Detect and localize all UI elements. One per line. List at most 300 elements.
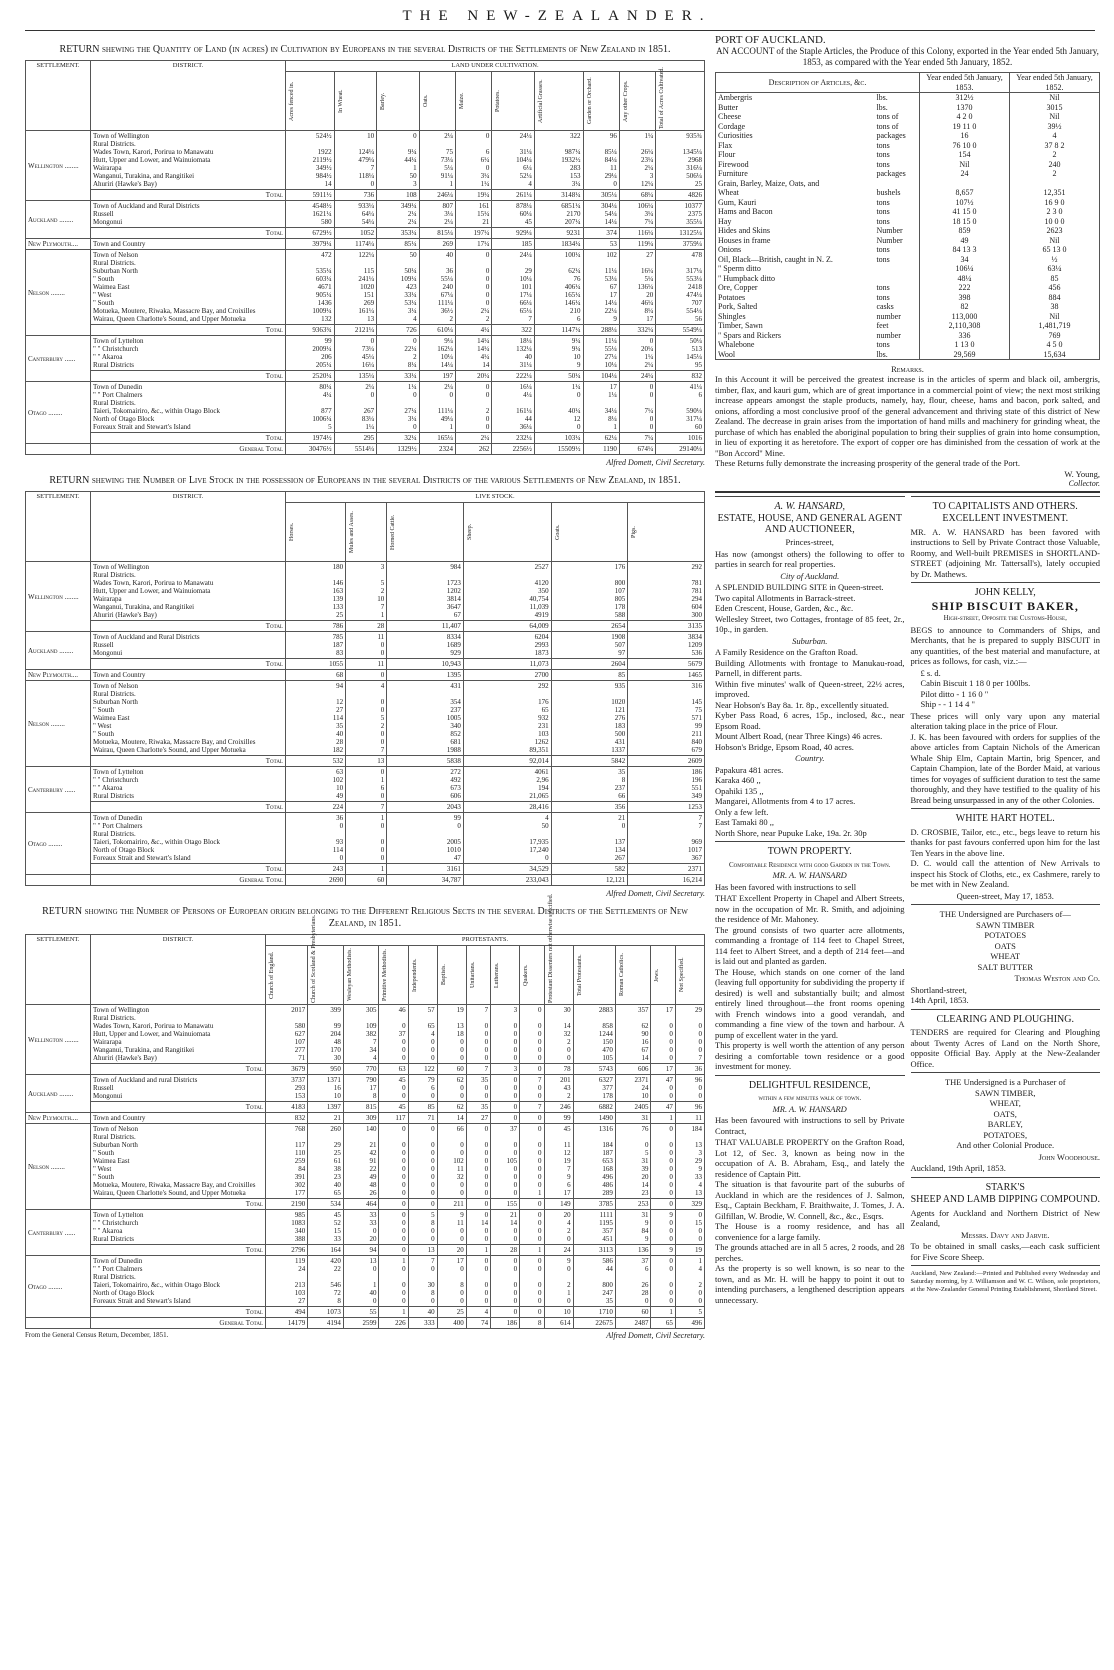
grand-total-value: 22675 xyxy=(573,1318,615,1329)
cell-value: 7 0 30 8 0 xyxy=(408,1256,437,1307)
total-value: 60 xyxy=(437,1064,466,1075)
total-value: 104¼ xyxy=(583,371,619,382)
cell-value: 878¼ 60¼ 45 xyxy=(492,201,535,228)
cell-value: 984 1723 1202 3814 3647 67 xyxy=(387,562,464,621)
cell-value: 0 0 0 0 0 xyxy=(491,1256,520,1307)
cell-value: 7 0 0 xyxy=(520,1075,544,1102)
total-value: 108 xyxy=(377,190,420,201)
hansard-name: A. W. HANSARD, xyxy=(774,500,845,512)
cell-value: 24¼ 31¼ 104¼ 6¼ 52¼ 4 xyxy=(492,131,535,190)
total-value: 28,416 xyxy=(463,802,551,813)
cell-value: 180 146 163 139 133 25 xyxy=(286,562,346,621)
ads-left-column xyxy=(715,493,905,1307)
cell-value: 0 0 0 0 0 0 0 0 xyxy=(379,1124,408,1199)
stock-col-5: Pigs. xyxy=(628,503,705,562)
total-row xyxy=(26,621,705,632)
cell-value: 832 xyxy=(266,1113,308,1124)
religion-col-8: Quakers. xyxy=(520,946,544,1005)
cell-value: 17¼ xyxy=(456,239,492,250)
settlement-name: Nelson ........ xyxy=(26,681,91,767)
total-row xyxy=(26,325,705,336)
land-table xyxy=(25,60,705,455)
settlement-name: New Plymouth.... xyxy=(26,670,91,681)
land-col-8: Any other Crops. xyxy=(619,72,655,131)
cell-value: 66 0 0 102 11 32 0 0 xyxy=(437,1124,466,1199)
clearing-title: CLEARING AND PLOUGHING. xyxy=(936,1013,1074,1025)
total-value: 149 xyxy=(544,1199,573,1210)
town-subtitle: Comfortable Residence with good Garden in the Town. xyxy=(728,860,891,869)
cell-value: 100¼ 62¼ 76 406¼ 165¼ 146¼ 210 6 xyxy=(534,250,583,325)
cell-value: 10 124¼ 479¼ 7 118¼ 0 xyxy=(334,131,377,190)
cell-value: 35 0 0 xyxy=(466,1075,490,1102)
cell-value: 94 12 27 114 35 40 28 182 xyxy=(286,681,346,756)
district-name: Town of Nelson Rural Districts. Suburban North " South Waimea East " West " South Motueka, Moutere, Riwaka, Massacre Bay, and Croixilles Wairau, Queen Charlotte's Sound, and Upper Motueka xyxy=(91,681,286,756)
religion-col-5: Baptists. xyxy=(437,946,466,1005)
masthead: THE NEW-ZEALANDER. xyxy=(402,8,712,24)
grand-total-value: 2690 xyxy=(286,875,346,886)
cell-value: 9¼ 162¼ 10¼ 14¼ xyxy=(419,336,455,371)
religion-col-4: Independents. xyxy=(408,946,437,1005)
total-value: 10,943 xyxy=(387,659,464,670)
cell-value: 50¼ 513 145¼ 95 xyxy=(656,336,705,371)
hotel-text: D. CROSBIE, Tailor, etc., etc., begs leave to return his thanks for past favours conferred upon him for the last Ten Years in the above line. D. C. would call the attention of New Arrivals to inspect his Stock of Cloths, etc., ex Cashmere, rarely to be met with in New Zealand. xyxy=(910,826,1100,889)
total-value: 0 xyxy=(520,1307,544,1318)
total-row xyxy=(26,659,705,670)
total-label: Total xyxy=(91,1307,266,1318)
country-text: Papakura 481 acres. Karaka 460 ,, Opahiki 135 ,, Mangarei, Allotments from 4 to 17 acres. Only a few left. East Tamaki 80 ,, North Shore, near Pupuke Lake, 19a. 2r. 30p xyxy=(715,764,867,838)
total-value: 374 xyxy=(583,228,619,239)
cell-value: 0 0 0 0 0 0 0 1 xyxy=(520,1124,544,1199)
total-value: 13125¼ xyxy=(656,228,705,239)
stark-agents: Messrs. Davy and Jarvie. xyxy=(961,1229,1050,1240)
total-value: 305¼ xyxy=(583,190,619,201)
cell-value: 33 33 0 20 xyxy=(343,1210,379,1245)
district-name: Town and Country xyxy=(91,670,286,681)
cell-value: 99 0 2005 1010 47 xyxy=(387,813,464,864)
total-label: Total xyxy=(91,756,286,767)
settlement-name: Auckland ........ xyxy=(26,632,91,670)
total-value: 6729½ xyxy=(286,228,335,239)
religion-signature: Alfred Domett, Civil Secretary. xyxy=(606,1331,705,1340)
grand-total-row xyxy=(26,444,705,455)
district-name: Town of Auckland and Rural Districts Russell Mongonui xyxy=(91,632,286,659)
cell-value: 7 0 0 0 0 0 xyxy=(466,1005,490,1064)
cell-value: 0 20¼ 1¼ 2¼ xyxy=(619,336,655,371)
stock-col-district: DISTRICT. xyxy=(91,492,286,562)
table-row xyxy=(26,681,705,756)
stock-col-1: Mules and Asses. xyxy=(346,503,387,562)
land-signature: Alfred Domett, Civil Secretary. xyxy=(606,458,705,467)
cell-value: 1 4 2 0 0 xyxy=(675,1256,704,1307)
cell-value: 785 187 83 xyxy=(286,632,346,659)
table-row xyxy=(26,336,705,371)
cell-value: 472 535¼ 603¼ 4671 905¼ 1436 1009¼ 132 xyxy=(286,250,335,325)
total-value: 50¼ xyxy=(534,371,583,382)
cell-value: 186 196 551 349 xyxy=(628,767,705,802)
cell-value: 53 xyxy=(583,239,619,250)
cell-value: 176 800 107 805 178 588 xyxy=(551,562,628,621)
total-value: 610¼ xyxy=(419,325,455,336)
total-value: 222¼ xyxy=(492,371,535,382)
cell-value: 45 11 12 19 7 9 6 17 xyxy=(544,1124,573,1199)
total-value: 28 xyxy=(346,621,387,632)
total-value: 0 xyxy=(491,1307,520,1318)
total-value: 532 xyxy=(286,756,346,767)
total-value: 40 xyxy=(408,1307,437,1318)
cell-value: 0 xyxy=(491,1113,520,1124)
cell-value: 1¼ 0 40¼ 12 0 xyxy=(534,382,583,433)
masthead-rule xyxy=(25,30,1095,31)
purchaser-sign: John Woodhouse. xyxy=(1038,1151,1100,1162)
total-value: 5679 xyxy=(628,659,705,670)
total-label: Total xyxy=(91,228,286,239)
cell-value: 45 52 15 33 xyxy=(308,1210,344,1245)
total-value: 2796 xyxy=(266,1245,308,1256)
grand-total-value: 29140¼ xyxy=(656,444,705,455)
total-value: 165¼ xyxy=(419,433,455,444)
grand-total-value: 5514¼ xyxy=(334,444,377,455)
hansard-address: Princes-street, xyxy=(785,537,834,547)
religion-col-11: Roman Catholics. xyxy=(615,946,651,1005)
total-value: 60 xyxy=(615,1307,651,1318)
cell-value: 933¼ 64¼ 54¼ xyxy=(334,201,377,228)
religion-footnote: From the General Census Return, December, 1851. xyxy=(25,1331,169,1339)
total-value: 726 xyxy=(377,325,420,336)
settlement-name: Nelson ........ xyxy=(26,250,91,336)
country-heading: Country. xyxy=(794,753,825,763)
district-name: Town of Wellington Rural Districts. Wades Town, Karori, Porirua to Manawatu Hutt, Upper and Lower, and Wainuiomata Wairarapa Wanganui, Turakina, and Rangitikei Ahuriri (Hawke's Bay) xyxy=(91,562,286,621)
cell-value: 0 73¼ 45¼ 16¼ xyxy=(334,336,377,371)
export-col-1853: Year ended 5th January, 1853. xyxy=(920,73,1010,93)
stock-col-0: Horses. xyxy=(286,503,346,562)
total-value: 1397 xyxy=(308,1102,344,1113)
district-name: Town of Wellington Rural Districts. Wades Town, Karori, Porirua to Manawatu Hutt, Upper and Lower, and Wainuiomata Wairarapa Wanganui, Turakina, and Rangitikei Ahuriri (Hawke's Bay) xyxy=(91,131,286,190)
table-row xyxy=(26,1124,705,1199)
cell-value: 0 0 7¼ 0 0 xyxy=(619,382,655,433)
total-value: 10 xyxy=(544,1307,573,1318)
cell-value: 17 1¼ 34¼ 8¼ 1 xyxy=(583,382,619,433)
settlement-name: Otago ........ xyxy=(26,1256,91,1318)
total-value: 116¼ xyxy=(619,228,655,239)
export-col-article: Description of Articles, &c. xyxy=(716,73,920,93)
cell-value: 2¼ 0 111¼ 49¼ 1 xyxy=(419,382,455,433)
total-value: 96 xyxy=(675,1102,704,1113)
capitalists-subtitle: EXCELLENT INVESTMENT. xyxy=(942,513,1069,524)
total-value: 11,407 xyxy=(387,621,464,632)
cell-value: 96 0 0 xyxy=(675,1075,704,1102)
total-value: 4¼ xyxy=(456,325,492,336)
total-value: 122 xyxy=(408,1064,437,1075)
total-label: Total xyxy=(91,659,286,670)
total-value: 253 xyxy=(615,1199,651,1210)
cell-value: 478 317¼ 553¼ 2418 474¼ 707 554¼ 56 xyxy=(656,250,705,325)
cell-value: 76 0 5 31 39 20 14 23 xyxy=(615,1124,651,1199)
grand-total-value: 4194 xyxy=(308,1318,344,1329)
total-value: 2604 xyxy=(551,659,628,670)
cell-value: 80¼ 4¼ 877 1006¼ 5 xyxy=(286,382,335,433)
cell-value: 3834 1209 536 xyxy=(628,632,705,659)
cell-value: 2¼ 0 267 83¼ 1¼ xyxy=(334,382,377,433)
cell-value: 768 117 110 259 84 391 302 177 xyxy=(266,1124,308,1199)
cell-value: 45 0 0 xyxy=(379,1075,408,1102)
cell-value: 27 xyxy=(466,1113,490,1124)
total-value: 832 xyxy=(656,371,705,382)
cell-value: 17 0 0 0 0 0 xyxy=(651,1005,675,1064)
total-value: 1073 xyxy=(308,1307,344,1318)
total-value: 534 xyxy=(308,1199,344,1210)
cell-value: 2371 24 10 xyxy=(615,1075,651,1102)
table-row xyxy=(26,1256,705,1307)
purchaser-text: THE Undersigned is a Purchaser of SAWN TIMBER, WHEAT, OATS, BARLEY, POTATOES, And other Colonial Produce. xyxy=(944,1077,1066,1150)
total-value: 17 xyxy=(651,1064,675,1075)
hotel-date: Queen-street, May 17, 1853. xyxy=(956,890,1054,901)
cell-value: 9 0 2 1 0 xyxy=(544,1256,573,1307)
settlement-name: Wellington ........ xyxy=(26,562,91,632)
table-row xyxy=(26,250,705,325)
cell-value: 17 0 8 0 0 xyxy=(437,1256,466,1307)
grand-total-value: 34,787 xyxy=(387,875,464,886)
land-col-district: DISTRICT. xyxy=(91,61,286,131)
settlement-name: Otago ........ xyxy=(26,813,91,875)
table-row xyxy=(26,1210,705,1245)
cell-value: 35 8 237 66 xyxy=(551,767,628,802)
total-value: 356 xyxy=(551,802,628,813)
city-heading: City of Auckland. xyxy=(780,570,840,581)
grand-total-label: General Total xyxy=(91,1318,266,1329)
table-row xyxy=(26,1075,705,1102)
clearing-text: TENDERS are required for Clearing and Ploughing about Twenty Acres of Land on the North Shore, opposite Official Bay. Apply at the New-Zealander Office. xyxy=(910,1027,1100,1069)
total-value: 815¼ xyxy=(419,228,455,239)
total-value: 295 xyxy=(334,433,377,444)
export-table xyxy=(715,72,1100,360)
cell-value: 1908 507 97 xyxy=(551,632,628,659)
total-value: 261¼ xyxy=(492,190,535,201)
table-row xyxy=(26,562,705,621)
cell-value: 0 0 2 0 0 xyxy=(456,382,492,433)
cell-value: 62 0 0 xyxy=(437,1075,466,1102)
total-value: 2190 xyxy=(266,1199,308,1210)
total-value: 11,073 xyxy=(463,659,551,670)
district-name: Town of Dunedin " " Port Chalmers Rural Districts. Taieri, Tokomairiro, &c., within Otago Block North of Otago Block Foreaux Strait and Stewart's Island xyxy=(91,382,286,433)
grand-total-row xyxy=(26,875,705,886)
cell-value: 11 xyxy=(675,1113,704,1124)
cell-value: 4 0 0 5 2 0 0 7 xyxy=(346,681,387,756)
grand-total-value: 2256½ xyxy=(492,444,535,455)
total-row xyxy=(26,190,705,201)
grand-total-value: 674¼ xyxy=(619,444,655,455)
stark-text: Agents for Auckland and Northern District of New Zealand, xyxy=(910,1207,1100,1228)
district-name: Town and Country xyxy=(91,1113,266,1124)
cell-value: 36 0 93 114 0 xyxy=(286,813,346,864)
cell-value: 6204 2993 1873 xyxy=(463,632,551,659)
left-column xyxy=(25,40,705,1340)
district-name: Town of Auckland and rural Districts Russell Mongonui xyxy=(91,1075,266,1102)
cell-value: 106¼ 3¼ 7¼ xyxy=(619,201,655,228)
cell-value: 2700 xyxy=(463,670,551,681)
cell-value: 79 6 0 xyxy=(408,1075,437,1102)
total-value: 13 xyxy=(346,756,387,767)
cell-value: 420 22 546 72 8 xyxy=(308,1256,344,1307)
settlement-name: New Plymouth.... xyxy=(26,1113,91,1124)
total-label: Total xyxy=(91,325,286,336)
grand-total-value: 2324 xyxy=(419,444,455,455)
cell-value: 1490 xyxy=(573,1113,615,1124)
total-row xyxy=(26,864,705,875)
stark-subtitle: SHEEP AND LAMB DIPPING COMPOUND. xyxy=(910,1194,1100,1205)
grand-total-value: 496 xyxy=(675,1318,704,1329)
cell-value: 21 0 137 134 267 xyxy=(551,813,628,864)
total-value: 85 xyxy=(408,1102,437,1113)
total-value: 9 xyxy=(651,1245,675,1256)
export-col-1852: Year ended 5th January, 1852. xyxy=(1010,73,1100,93)
grand-total-value: 15509½ xyxy=(534,444,583,455)
total-value: 4183 xyxy=(266,1102,308,1113)
total-value: 24 xyxy=(544,1245,573,1256)
cell-value: 1316 184 187 653 168 496 486 289 xyxy=(573,1124,615,1199)
total-value: 329 xyxy=(675,1199,704,1210)
collector-sign: W. Young, xyxy=(1064,468,1100,479)
total-value: 62¼ xyxy=(583,433,619,444)
cell-value: 41¼ 6 590¼ 317¼ 60 xyxy=(656,382,705,433)
religion-col-10: Total Protestants. xyxy=(573,946,615,1005)
cell-value: 201 43 2 xyxy=(544,1075,573,1102)
total-row xyxy=(26,1307,705,1318)
land-title: RETURN shewing the Quantity of Land (in acres) in Cultivation by Europeans in the several Districts of the Settlements of New Zealand in 1851. xyxy=(59,44,671,55)
total-row xyxy=(26,802,705,813)
district-name: Town and Country xyxy=(91,239,286,250)
cell-value: 5 8 0 0 xyxy=(408,1210,437,1245)
suburban-heading: Suburban. xyxy=(792,635,828,646)
total-value: 929¼ xyxy=(492,228,535,239)
district-name: Town of Dunedin " " Port Chalmers Rural Districts. Taieri, Tokomairiro, &c., within Otago Block North of Otago Block Foreaux Strait and Stewart's Island xyxy=(91,1256,266,1307)
cell-value: 99 xyxy=(544,1113,573,1124)
district-name: Town of Nelson Rural Districts. Suburban North " South Waimea East " West " South Motueka, Moutere, Riwaka, Massacre Bay, and Croixilles Wairau, Queen Charlotte's Sound, and Upper Motueka xyxy=(91,1124,266,1199)
cell-value: 140 21 42 91 22 49 48 26 xyxy=(343,1124,379,1199)
total-value: 3161 xyxy=(387,864,464,875)
total-value: 1 xyxy=(520,1245,544,1256)
cell-value: 1834¼ xyxy=(534,239,583,250)
total-value: 3148¼ xyxy=(534,190,583,201)
cell-value: 1371 16 10 xyxy=(308,1075,344,1102)
cell-value: 37 0 0 105 0 0 0 0 xyxy=(491,1124,520,1199)
cell-value: 304¼ 54¼ 14¼ xyxy=(583,201,619,228)
cell-value: 3759¼ xyxy=(656,239,705,250)
land-col-7: Garden or Orchard. xyxy=(583,72,619,131)
grand-total-label: General Total xyxy=(91,444,286,455)
cell-value: 309 xyxy=(343,1113,379,1124)
total-value: 36 xyxy=(675,1064,704,1075)
cell-value: 184 13 3 29 9 33 4 13 xyxy=(675,1124,704,1199)
land-col-1: In Wheat. xyxy=(334,72,377,131)
settlement-name: New Plymouth.... xyxy=(26,239,91,250)
total-row xyxy=(26,756,705,767)
hotel-title: WHITE HART HOTEL. xyxy=(955,813,1055,824)
total-value: 353¼ xyxy=(377,228,420,239)
district-name: Town of Nelson Rural Districts. Suburban North " South Waimea East " West " South Motueka, Moutere, Riwaka, Massacre Bay, and Croixilles Wairau, Queen Charlotte's Sound, and Upper Motueka xyxy=(91,250,286,325)
delightful-agent: MR. A. W. HANSARD xyxy=(772,1103,847,1114)
cell-value: 292 781 781 294 604 300 xyxy=(628,562,705,621)
cell-value: 3979¼ xyxy=(286,239,335,250)
total-label: Total xyxy=(91,433,286,444)
cell-value: 27 16¼ 5¼ 136¼ 20 46¼ 8¼ 17 xyxy=(619,250,655,325)
total-value: 34,529 xyxy=(463,864,551,875)
cell-value: 524½ 1922 2119½ 349½ 984½ 14 xyxy=(286,131,335,190)
cell-value: 0 15 0 0 xyxy=(675,1210,704,1245)
cell-value: 85¼ xyxy=(377,239,420,250)
total-value: 5838 xyxy=(387,756,464,767)
cell-value: 0 9¼ 44¼ 1 50 3 xyxy=(377,131,420,190)
cell-value: 2¼ 75 73¼ 5¼ 91¼ 1 xyxy=(419,131,455,190)
grand-total-value: 8 xyxy=(520,1318,544,1329)
total-label: Total xyxy=(91,621,286,632)
total-value: 13 xyxy=(408,1245,437,1256)
cell-value: 50 50¼ 109¼ 423 33¼ 53¼ 3¼ 4 xyxy=(377,250,420,325)
cell-value: 2017 580 627 107 277 71 xyxy=(266,1005,308,1064)
timber-sign: Thomas Weston and Co. xyxy=(1014,973,1100,983)
stock-col-2: Horned Cattle. xyxy=(387,503,464,562)
cell-value: 13 0 1 40 0 xyxy=(343,1256,379,1307)
town-text: THAT Excellent Property in Chapel and Albert Streets, now in the occupation of Mr. R. Smith, and adjoining the residence of Mr. Mahoney. The ground consists of two quarter acre allotments, commanding a frontage of 114 feet to Chapel Street, 114 feet to Albert Street, and a depth of 214 feet—and is laid out and planted as garden. The House, which stands on one corner of the land (leaving full opportunity for subdividing the property if desired) is well and substantially built; and almost entirely lined throughout—the front rooms opening with French windows into a good verandah, and commanding a fine view of the town and harbour. A pump of excellent water in the yard. This property is well worth the attention of any person desiring a comfortable town residence or a good investment for money. xyxy=(715,893,905,1071)
total-value: 136 xyxy=(615,1245,651,1256)
cell-value: 57 65 4 0 0 0 xyxy=(408,1005,437,1064)
total-value: 322 xyxy=(492,325,535,336)
cell-value: 18¼ 132¼ 40 31¼ xyxy=(492,336,535,371)
grand-total-value: 186 xyxy=(491,1318,520,1329)
table-row xyxy=(26,1005,705,1064)
cell-value: 119 24 213 103 27 xyxy=(266,1256,308,1307)
total-label: Total xyxy=(91,371,286,382)
total-value: 4826 xyxy=(656,190,705,201)
kelly-name: JOHN KELLY, xyxy=(974,587,1036,598)
stock-group-header: LIVE STOCK. xyxy=(286,492,705,503)
settlement-name: Canterbury ...... xyxy=(26,1210,91,1256)
district-name: Town of Lyttelton " " Christchurch " " Akaroa Rural Districts xyxy=(91,1210,266,1245)
total-value: 243 xyxy=(286,864,346,875)
total-value: 332¼ xyxy=(619,325,655,336)
total-value: 2121¼ xyxy=(334,325,377,336)
land-group-header: LAND UNDER CULTIVATION. xyxy=(286,61,705,72)
grand-total-value: 400 xyxy=(437,1318,466,1329)
total-value: 25 xyxy=(437,1307,466,1318)
total-value: 24¼ xyxy=(619,371,655,382)
cell-value: 807 3¼ 2¼ xyxy=(419,201,455,228)
total-value: 78 xyxy=(544,1064,573,1075)
total-value: 2609 xyxy=(628,756,705,767)
table-row xyxy=(26,382,705,433)
total-value: 0 xyxy=(379,1199,408,1210)
cell-value: 3 5 2 10 7 1 xyxy=(346,562,387,621)
cell-value: 357 62 90 16 67 14 xyxy=(615,1005,651,1064)
cell-value: 0 xyxy=(520,1113,544,1124)
settlement-name: Wellington ........ xyxy=(26,1005,91,1075)
cell-value: 1111 1195 357 451 xyxy=(573,1210,615,1245)
table-row xyxy=(26,670,705,681)
imprint: Auckland, New Zealand:—Printed and Published every Wednesday and Saturday morning, by J. Williamson and W. C. Wilson, sole proprietors, at the New-Zealander General Printing Establishment, Shortland Street. xyxy=(910,1270,1100,1293)
total-value: 246¼ xyxy=(419,190,455,201)
cell-value: 399 99 204 48 170 30 xyxy=(308,1005,344,1064)
table-row xyxy=(26,813,705,864)
total-value: 94 xyxy=(343,1245,379,1256)
religion-col-2: Wesleyan Methodists. xyxy=(343,946,379,1005)
grand-total-value: 12,121 xyxy=(551,875,628,886)
kelly-address: High-street, Opposite the Customs-House, xyxy=(943,614,1067,622)
grand-total-label: General Total xyxy=(91,875,286,886)
total-value: 2043 xyxy=(387,802,464,813)
cell-value: 0 0 0 0 xyxy=(520,1210,544,1245)
total-value: 197 xyxy=(419,371,455,382)
cell-value: 260 29 25 61 38 23 40 65 xyxy=(308,1124,344,1199)
cell-value: 935¾ 1345¼ 2968 316¼ 506¼ 25 xyxy=(656,131,705,190)
